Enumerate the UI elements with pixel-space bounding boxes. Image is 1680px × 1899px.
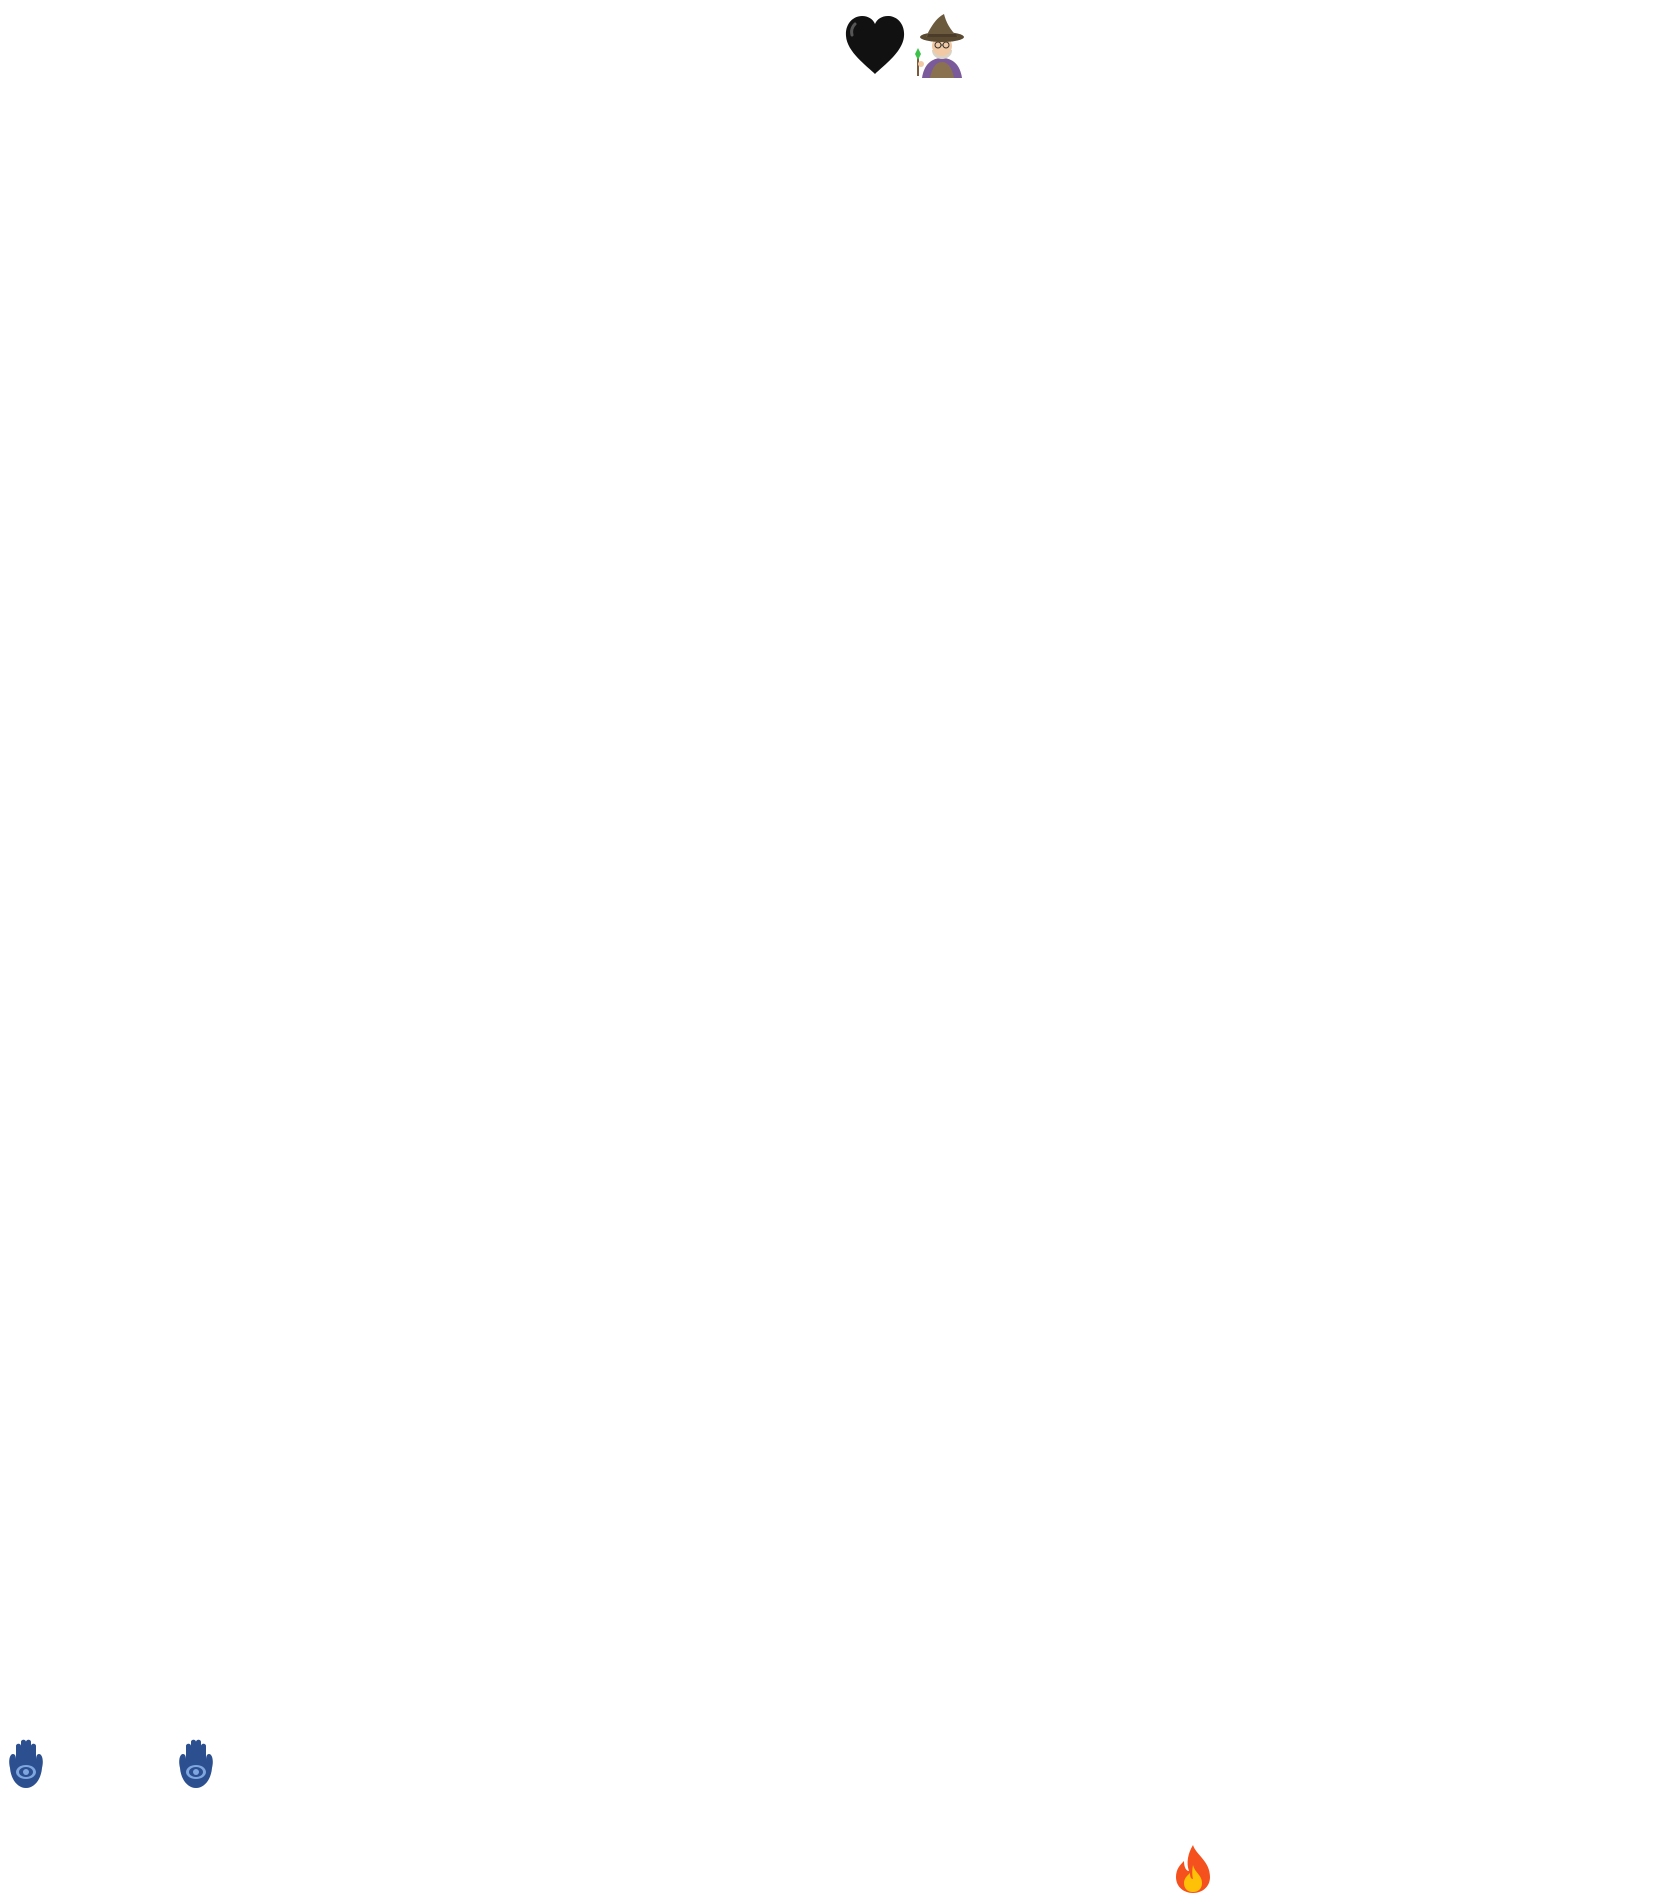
mage-icon [912,12,972,78]
black-heart-icon [843,14,907,76]
fire-icon [1170,1843,1216,1895]
hamsa-icon [174,1738,218,1790]
hamsa-icon [4,1738,48,1790]
